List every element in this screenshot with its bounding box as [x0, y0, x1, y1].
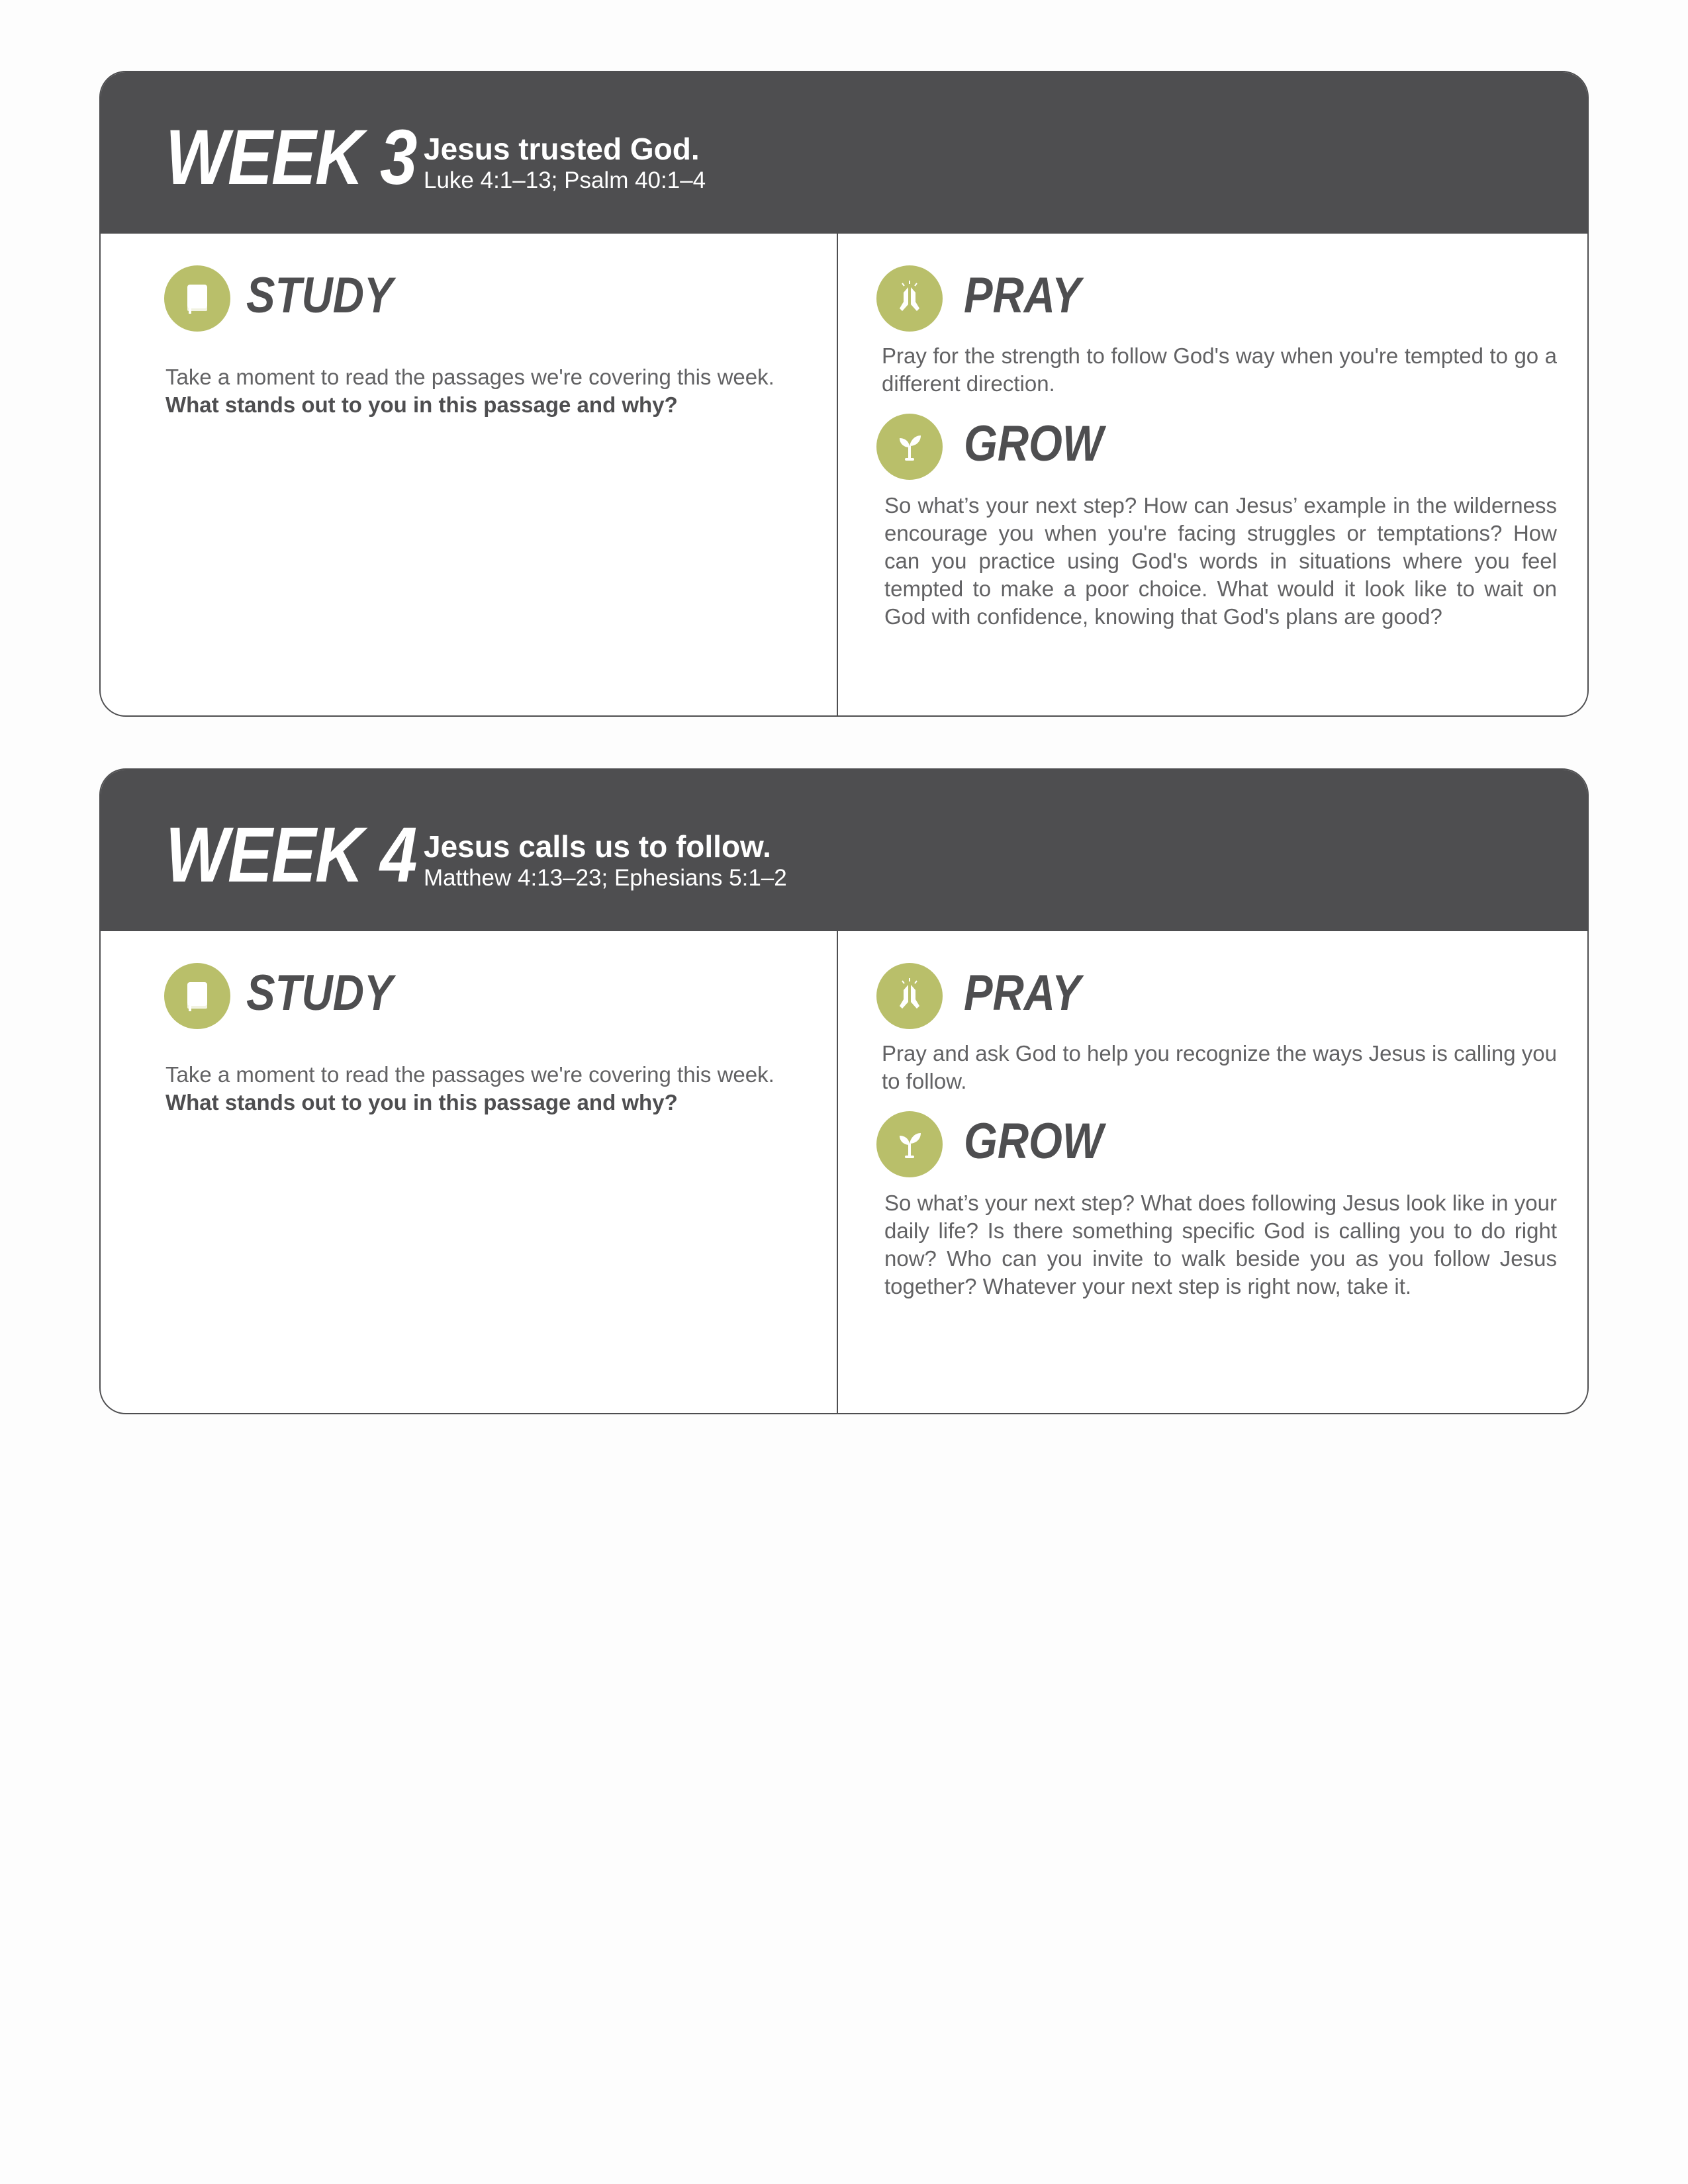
grow-text: So what’s your next step? What does following Jesus look like in your daily life? Is there something specific God is calling you to do right now? Who can you invite to walk beside you as you follow Jesus together? Whatever your next step is right now, take it.: [884, 1191, 1557, 1298]
week-label: WEEK 3: [165, 114, 416, 201]
column-divider: [837, 931, 838, 1414]
book-icon: [164, 265, 230, 332]
praying-hands-icon: [876, 265, 943, 332]
scripture-references: Matthew 4:13–23; Ephesians 5:1–2: [424, 865, 787, 891]
scripture-references: Luke 4:1–13; Psalm 40:1–4: [424, 167, 706, 193]
study-text: [165, 363, 914, 419]
pray-heading: PRAY: [964, 965, 1081, 1021]
week-label: WEEK 4: [165, 811, 416, 899]
praying-hands-icon: [876, 963, 943, 1029]
book-icon: [164, 963, 230, 1029]
week-4-card: [99, 768, 1589, 1414]
study-heading: STUDY: [246, 267, 393, 324]
study-text: [165, 1061, 914, 1116]
pray-text: Pray for the strength to follow God's way when you're tempted to go a different direction.: [882, 343, 1557, 396]
week-banner: [101, 770, 1587, 931]
pray-heading: PRAY: [964, 267, 1081, 324]
grow-heading: GROW: [964, 1113, 1103, 1169]
study-instruction: Take a moment to read the passages we're covering this week.: [165, 365, 774, 389]
study-instruction: Take a moment to read the passages we're covering this week.: [165, 1062, 774, 1087]
week-banner: [101, 72, 1587, 234]
week-theme: Jesus calls us to follow.: [424, 829, 771, 864]
week-theme: Jesus trusted God.: [424, 132, 700, 166]
grow-heading: GROW: [964, 416, 1103, 472]
pray-text: Pray and ask God to help you recognize the ways Jesus is calling you to follow.: [882, 1041, 1557, 1093]
study-prompt: What stands out to you in this passage and why?: [165, 392, 678, 417]
column-divider: [837, 234, 838, 717]
study-prompt: What stands out to you in this passage and why?: [165, 1090, 678, 1115]
sprout-icon: [876, 1111, 943, 1177]
sprout-icon: [876, 414, 943, 480]
week-3-card: [99, 71, 1589, 717]
study-heading: STUDY: [246, 965, 393, 1021]
grow-text: So what’s your next step? How can Jesus’ example in the wilderness encourage you when you're facing struggles or temptations? How can you practice using God's words in situations where you feel tempted to make a poor choice. What would it look like to wait on God with confidence, knowing that God's plans are good?: [884, 493, 1557, 629]
